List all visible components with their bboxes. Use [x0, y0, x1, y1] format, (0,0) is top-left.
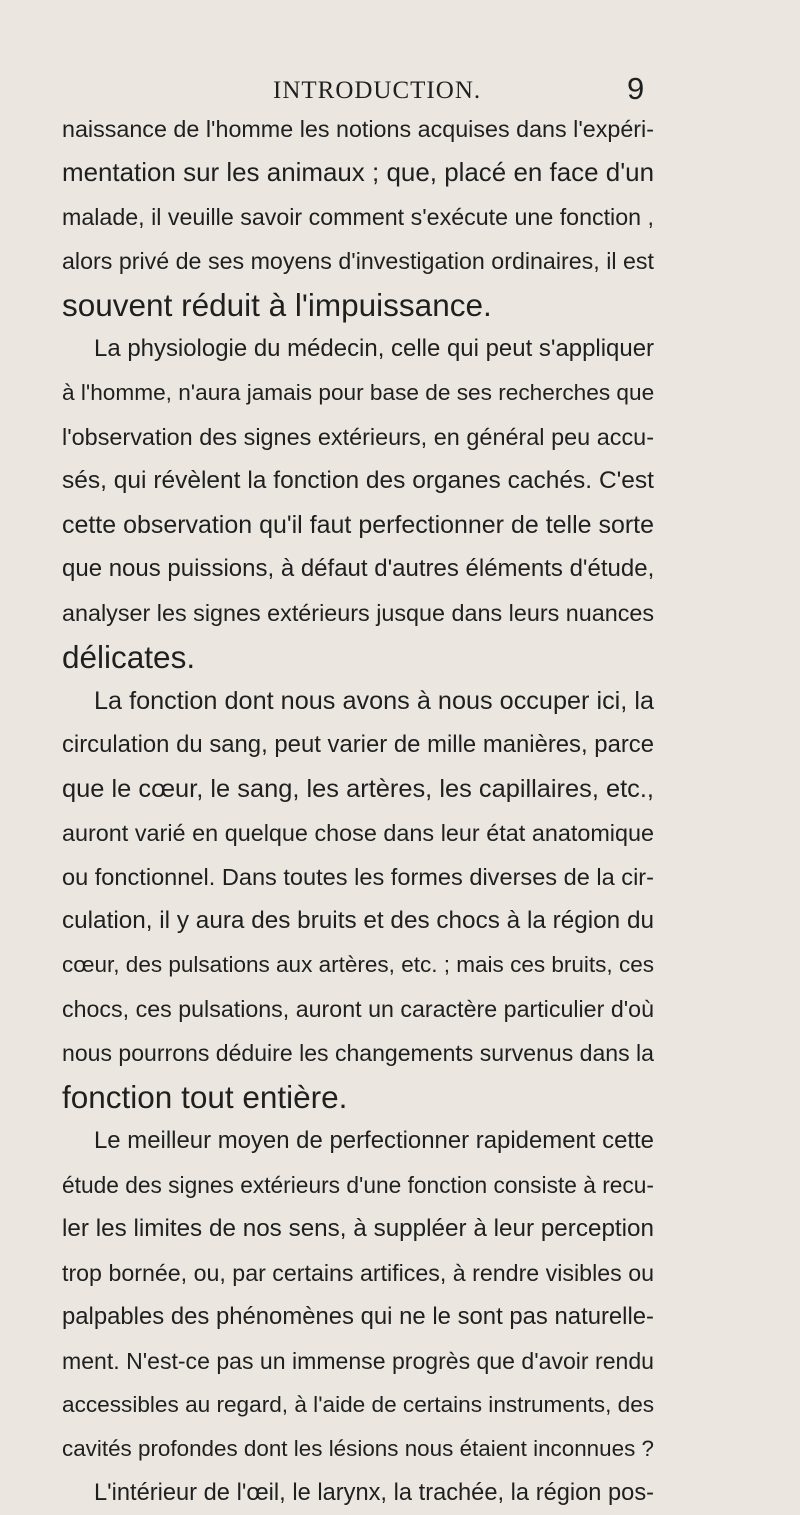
text-line: accessibles au regard, à l'aide de certains instruments, des — [62, 1392, 655, 1417]
text-line: fonction tout entière. — [62, 1079, 348, 1115]
text-line: La fonction dont nous avons à nous occuper ici, la — [94, 687, 654, 715]
text-line: cavités profondes dont les lésions nous étaient inconnues ? — [62, 1436, 654, 1461]
text-line: palpables des phénomènes qui ne le sont pas naturelle- — [62, 1303, 654, 1330]
text-line: mentation sur les animaux ; que, placé en face d'un — [62, 159, 654, 187]
text-line: culation, il y aura des bruits et des chocs à la région du — [62, 907, 654, 934]
running-title: INTRODUCTION. — [273, 77, 482, 104]
text-line: Le meilleur moyen de perfectionner rapidement cette — [94, 1127, 654, 1154]
running-header — [0, 71, 800, 106]
text-line: ment. N'est-ce pas un immense progrès que d'avoir rendu — [62, 1348, 654, 1374]
text-line: cette observation qu'il faut perfectionner de telle sorte — [62, 511, 654, 539]
text-line: cœur, des pulsations aux artères, etc. ; mais ces bruits, ces — [62, 952, 654, 977]
text-line: malade, il veuille savoir comment s'exécute une fonction , — [62, 204, 654, 230]
body-text — [62, 107, 654, 1515]
text-line: que le cœur, le sang, les artères, les capillaires, etc., — [62, 775, 654, 803]
text-line: que nous puissions, à défaut d'autres éléments d'étude, — [62, 555, 655, 582]
page-number: 9 — [627, 71, 645, 106]
text-line: analyser les signes extérieurs jusque dans leurs nuances — [62, 600, 655, 626]
text-line: nous pourrons déduire les changements survenus dans la — [62, 1040, 654, 1066]
text-line: naissance de l'homme les notions acquises dans l'expéri- — [62, 116, 654, 142]
text-line: alors privé de ses moyens d'investigation ordinaires, il est — [62, 248, 654, 274]
text-line: La physiologie du médecin, celle qui peut s'appliquer — [94, 335, 654, 362]
text-line: l'observation des signes extérieurs, en général peu accu- — [62, 424, 654, 450]
text-line: à l'homme, n'aura jamais pour base de ses recherches que — [62, 380, 655, 405]
text-line: étude des signes extérieurs d'une fonction consiste à recu- — [62, 1172, 654, 1198]
text-line: chocs, ces pulsations, auront un caractère particulier d'où — [62, 996, 654, 1022]
text-line: sés, qui révèlent la fonction des organes cachés. C'est — [62, 467, 654, 494]
text-line: circulation du sang, peut varier de mille manières, parce — [62, 731, 654, 758]
text-line: souvent réduit à l'impuissance. — [62, 287, 492, 323]
text-line: ler les limites de nos sens, à suppléer à leur perception — [62, 1215, 654, 1242]
text-line: auront varié en quelque chose dans leur état anatomique — [62, 820, 654, 846]
text-line: L'intérieur de l'œil, le larynx, la trachée, la région pos- — [94, 1480, 654, 1506]
text-line: délicates. — [62, 639, 196, 675]
text-line: trop bornée, ou, par certains artifices, à rendre visibles ou — [62, 1260, 654, 1286]
text-line: ou fonctionnel. Dans toutes les formes diverses de la cir- — [62, 864, 654, 890]
